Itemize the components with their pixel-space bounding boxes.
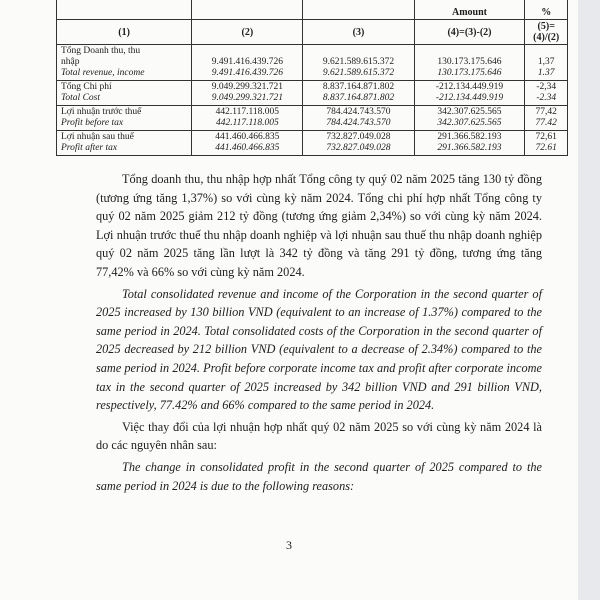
cell-prior-period: 9.049.299.321.721 9.049.299.321.721: [192, 81, 303, 106]
cell-change-amount: -212.134.449.919 -212.134.449.919: [414, 81, 525, 106]
header-cell-pct: %: [525, 0, 568, 20]
header-cell-label-top: [57, 0, 192, 20]
header-col4: (4)=(3)-(2): [414, 20, 525, 45]
cell-change-amount: 130.173.175.646 130.173.175.646: [414, 45, 525, 81]
table-header-row-numbers: [57, 20, 568, 45]
cell-prior-period: 9.491.416.439.726 9.491.416.439.726: [192, 45, 303, 81]
cell-change-amount: 342.307.625.565 342.307.625.565: [414, 106, 525, 131]
table-row: [57, 81, 568, 106]
header-cell-col3-top: [303, 0, 414, 20]
page-number: 3: [286, 538, 292, 552]
cell-prior-period: 441.460.466.835 441.460.466.835: [192, 131, 303, 156]
header-cell-amount: Amount: [414, 0, 525, 20]
cell-current-period: 9.621.589.615.372 9.621.589.615.372: [303, 45, 414, 81]
header-col5: (5)= (4)/(2): [525, 20, 568, 45]
paragraph-vi-summary: Tổng doanh thu, thu nhập hợp nhất Tổng công ty quý 02 năm 2025 tăng 130 tỷ đồng (tương ứng tăng 1,37%) so với cùng kỳ năm 2024. Tổng chi phí hợp nhất Tổng công ty quý 02 năm 2025 giảm 212 tỷ đồng (tương ứng giảm 2,34%) so với cùng kỳ năm 2024. Lợi nhuận trước thuế thu nhập doanh nghiệp và lợi nhuận sau thuế thu nhập doanh nghiệp quý 02 năm 2025 tăng lần lượt là 342 tỷ đồng và tăng 291 tỷ đồng, tương ứng tăng 77,42% và 66% so với cùng kỳ năm 2024.: [96, 172, 542, 279]
cell-change-amount: 291.366.582.193 291.366.582.193: [414, 131, 525, 156]
cell-current-period: 8.837.164.871.802 8.837.164.871.802: [303, 81, 414, 106]
body-text: [96, 170, 542, 498]
header-col2: (2): [192, 20, 303, 45]
header-cell-col2-top: [192, 0, 303, 20]
paragraph-en-reasons: The change in consolidated profit in the second quarter of 2025 compared to the same period in 2024 is due to the following reasons:: [96, 459, 542, 493]
table-header-row-top: [57, 0, 568, 20]
header-col3: (3): [303, 20, 414, 45]
row-label: Lợi nhuận sau thuế Profit after tax: [57, 131, 192, 156]
row-label: Tổng Doanh thu, thu nhập Total revenue, income: [57, 45, 192, 81]
paragraph-en-summary: Total consolidated revenue and income of the Corporation in the second quarter of 2025 increased by 130 billion VND (equivalent to an increase of 1.37%) compared to the same period in 2024. Total consolidated costs of the Corporation in the second quarter of 2025 decreased by 212 billion VND (equivalent to a decrease of 2.34%) compared to the same period in 2024. Profit before corporate income tax and profit after corporate income tax in the second quarter of 2025 increased by 342 billion VND and 291 billion VND, respectively, 77.42% and 66% compared to the same period in 2024.: [96, 286, 542, 413]
table-row: [57, 45, 568, 81]
cell-current-period: 732.827.049.028 732.827.049.028: [303, 131, 414, 156]
cell-change-pct: 72,61 72.61: [525, 131, 568, 156]
cell-change-pct: 1,37 1.37: [525, 45, 568, 81]
cell-prior-period: 442.117.118.005 442.117.118.005: [192, 106, 303, 131]
row-label: Lợi nhuận trước thuế Profit before tax: [57, 106, 192, 131]
table-row: [57, 131, 568, 156]
row-label: Tổng Chi phí Total Cost: [57, 81, 192, 106]
table-row: [57, 106, 568, 131]
cell-change-pct: 77,42 77.42: [525, 106, 568, 131]
cell-change-pct: -2,34 -2.34: [525, 81, 568, 106]
header-col1: (1): [57, 20, 192, 45]
viewer-background: [578, 0, 600, 600]
paragraph-vi-reasons: Việc thay đổi của lợi nhuận hợp nhất quý 02 năm 2025 so với cùng kỳ năm 2024 là do các nguyên nhân sau:: [96, 419, 542, 453]
cell-current-period: 784.424.743.570 784.424.743.570: [303, 106, 414, 131]
financial-summary-table: [56, 0, 568, 156]
